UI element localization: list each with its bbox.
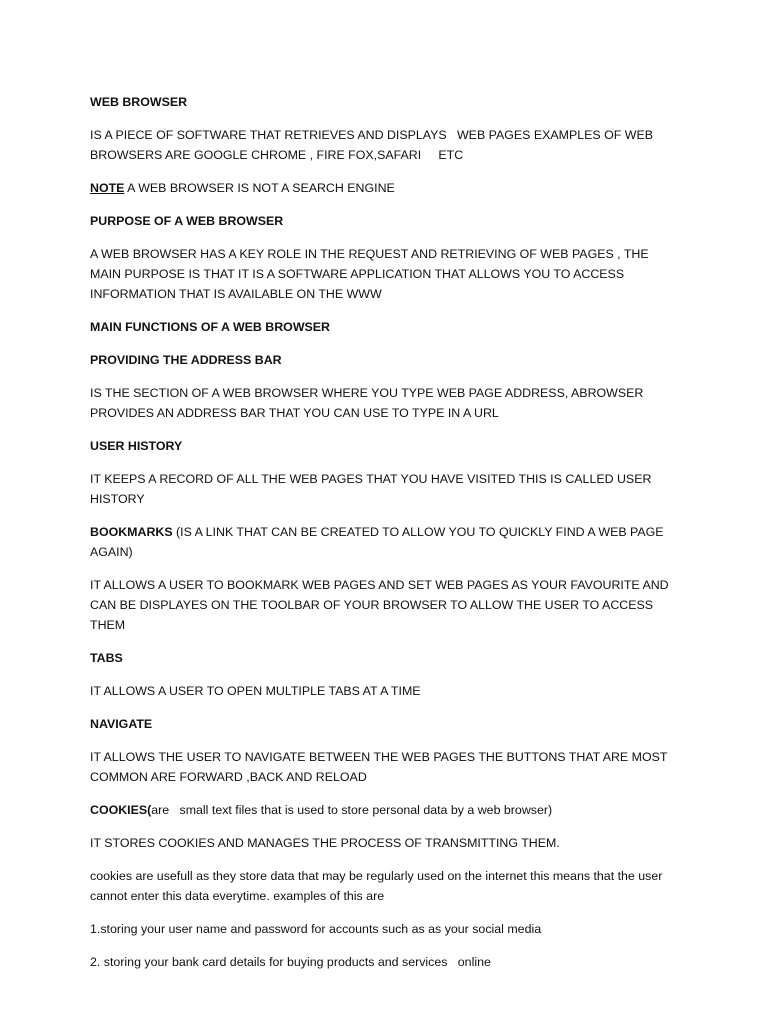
paragraph-definition: IS A PIECE OF SOFTWARE THAT RETRIEVES AND DISPLAYS WEB PAGES EXAMPLES OF WEB BROWSERS ARE GOOGLE CHROME , FIRE FOX,SAFARI ETC xyxy=(90,128,657,162)
heading-main-functions: MAIN FUNCTIONS OF A WEB BROWSER xyxy=(90,320,330,334)
list-item-2: 2. storing your bank card details for buying products and services online xyxy=(90,955,491,969)
paragraph-user-history: IT KEEPS A RECORD OF ALL THE WEB PAGES THAT YOU HAVE VISITED THIS IS CALLED USER HISTORY xyxy=(90,472,655,506)
paragraph-cookies-manage: IT STORES COOKIES AND MANAGES THE PROCESS OF TRANSMITTING THEM. xyxy=(90,836,560,850)
cookies-line xyxy=(90,800,678,820)
heading-address-bar: PROVIDING THE ADDRESS BAR xyxy=(90,353,282,367)
bookmarks-line xyxy=(90,522,678,562)
paragraph-navigate: IT ALLOWS THE USER TO NAVIGATE BETWEEN THE WEB PAGES THE BUTTONS THAT ARE MOST COMMON ARE FORWARD ,BACK AND RELOAD xyxy=(90,750,671,784)
heading-navigate: NAVIGATE xyxy=(90,717,153,731)
note-label: NOTE xyxy=(90,181,125,195)
heading-web-browser: WEB BROWSER xyxy=(90,95,188,109)
list-item-1: 1.storing your user name and password for accounts such as as your social media xyxy=(90,922,542,936)
bookmarks-label: BOOKMARKS xyxy=(90,525,173,539)
cookies-text: are small text files that is used to store personal data by a web browser) xyxy=(151,803,553,817)
paragraph-purpose: A WEB BROWSER HAS A KEY ROLE IN THE REQUEST AND RETRIEVING OF WEB PAGES , THE MAIN PURPOSE IS THAT IT IS A SOFTWARE APPLICATION THAT ALLOWS YOU TO ACCESS INFORMATION THAT IS AVAILABLE ON THE WWW xyxy=(90,247,653,301)
paragraph-address-bar: IS THE SECTION OF A WEB BROWSER WHERE YOU TYPE WEB PAGE ADDRESS, ABROWSER PROVIDES AN ADDRESS BAR THAT YOU CAN USE TO TYPE IN A URL xyxy=(90,386,647,420)
cookies-label: COOKIES( xyxy=(90,803,152,817)
bookmarks-text: (IS A LINK THAT CAN BE CREATED TO ALLOW YOU TO QUICKLY FIND A WEB PAGE AGAIN) xyxy=(90,525,667,559)
heading-user-history: USER HISTORY xyxy=(90,439,183,453)
paragraph-cookies-useful: cookies are usefull as they store data that may be regularly used on the internet this means that the user cannot enter this data everytime. examples of this are xyxy=(90,869,666,903)
note-line xyxy=(90,178,678,198)
heading-tabs: TABS xyxy=(90,651,123,665)
heading-purpose: PURPOSE OF A WEB BROWSER xyxy=(90,214,284,228)
paragraph-tabs: IT ALLOWS A USER TO OPEN MULTIPLE TABS AT A TIME xyxy=(90,684,421,698)
note-text: A WEB BROWSER IS NOT A SEARCH ENGINE xyxy=(124,181,395,195)
paragraph-bookmarks: IT ALLOWS A USER TO BOOKMARK WEB PAGES AND SET WEB PAGES AS YOUR FAVOURITE AND CAN BE DISPLAYES ON THE TOOLBAR OF YOUR BROWSER TO ALLOW THE USER TO ACCESS THEM xyxy=(90,578,673,632)
